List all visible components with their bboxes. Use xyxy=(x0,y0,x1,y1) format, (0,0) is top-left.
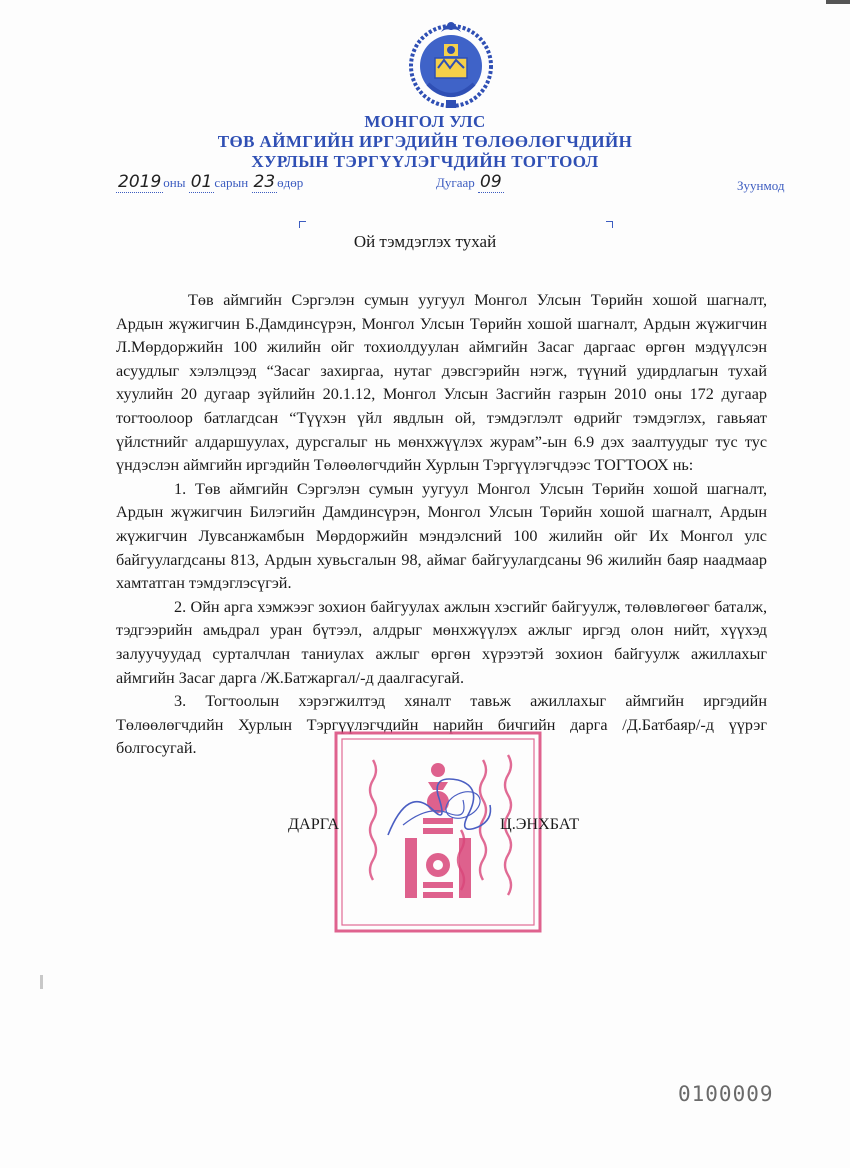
bracket-left xyxy=(299,221,306,228)
state-emblem-icon xyxy=(408,14,494,114)
document-title: Ой тэмдэглэх тухай xyxy=(353,232,497,251)
document-serial-number: 0100009 xyxy=(678,1082,774,1106)
document-number: 09 xyxy=(480,172,502,192)
resolution-item-1: 1. Төв аймгийн Сэргэлэн сумын уугуул Монгол Улсын Төрийн хошой шагналт, Ардын жүжигчин Билэгийн Дамдинсүрэн, Монгол Улсын Төрийн хошой шагналт, Ардын жүжигчин Лувсанжамбын Мөрдоржийн мэндэлсний 100 жилийн ойг Их Монгол улс байгуулагдсаны 813, Ардын хувьсгалын 98, аймаг байгуулагдсаны 96 жилийн баяр наадмаар хамтатган тэмдэглэсүгэй. xyxy=(116,479,767,593)
header-document-type: ХУРЛЫН ТЭРГҮҮЛЭГЧДИЙН ТОГТООЛ xyxy=(251,152,599,171)
intro-paragraph: Төв аймгийн Сэргэлэн сумын уугуул Монгол Улсын Төрийн хошой шагналт, Ардын жүжигчин Б.Дамдинсүрэн, Монгол Улсын Төрийн хошой шагналт, Ардын жүжигчин Л.Мөрдоржийн 100 жилийн ойг тохиолдуулан аймгийн Засаг даргаас өргөн мэдүүлсэн асуудлыг хэлэлцээд “Засаг захиргаа, нутаг дэвсгэрийн нэгж, түүний удирдлагын тухай хуулийн 20 дугаар зүйлийн 20.1.12, Монгол Улсын Засгийн газрын 2010 оны 172 дугаар тогтоолоор батлагдсан “Түүхэн үйл явдлын ой, тэмдэглэлт өдрийг тэмдэглэх, гавьяат үйлстнийг алдаршуулах, дурсгалыг нь мөнхжүүлэх журам”-ын 6.9 дэх заалтуудыг тус тус үндэслэн аймгийн иргэдийн Төлөөлөгчдийн Хурлын Тэргүүлэгчдээс ТОГТООХ нь: xyxy=(116,291,767,475)
signatory-name: Ц.ЭНХБАТ xyxy=(500,815,580,833)
number-line xyxy=(436,172,504,192)
signatory-title: ДАРГА xyxy=(288,815,340,833)
date-day: 23 xyxy=(253,172,276,192)
document-body xyxy=(116,289,767,761)
scan-mark xyxy=(40,975,43,989)
date-month: 01 xyxy=(190,172,213,192)
scan-edge-mark xyxy=(826,0,850,4)
date-year: 2019 xyxy=(118,172,162,192)
resolution-item-2: 2. Ойн арга хэмжээг зохион байгуулах ажлын хэсгийг байгуулж, төлөвлөгөөг баталж, тэдгээрийн амьдрал уран бүтээл, алдрыг мөнхжүүлэх ажлыг иргэд олон нийт, хүүхэд залуучуудад сурталчлан таниулах ажлыг өргөн хүрээтэй зохион байгуулж ажиллахыг аймгийн Засаг дарга /Ж.Батжаргал/-д даалгасугай. xyxy=(116,597,767,687)
number-label: Дугаар xyxy=(436,175,475,190)
bracket-right xyxy=(606,221,613,228)
header-organization: ТӨВ АЙМГИЙН ИРГЭДИЙН ТӨЛӨӨЛӨГЧДИЙН xyxy=(217,132,633,151)
date-month-label: сарын xyxy=(214,175,249,190)
handwritten-signature xyxy=(378,765,498,855)
place: Зуунмод xyxy=(737,178,785,193)
date-year-label: оны xyxy=(163,175,186,190)
date-day-label: өдөр xyxy=(277,175,304,190)
date-line xyxy=(116,172,303,192)
header-country: МОНГОЛ УЛС xyxy=(364,112,486,131)
resolution-item-3: 3. Тогтоолын хэрэгжилтэд хяналт тавьж ажиллахыг аймгийн иргэдийн Төлөөлөгчдийн Хурлын Тэргүүлэгчдийн нарийн бичгийн дарга /Д.Батбаяр/-д үүрэг болгосугай. xyxy=(116,692,767,758)
